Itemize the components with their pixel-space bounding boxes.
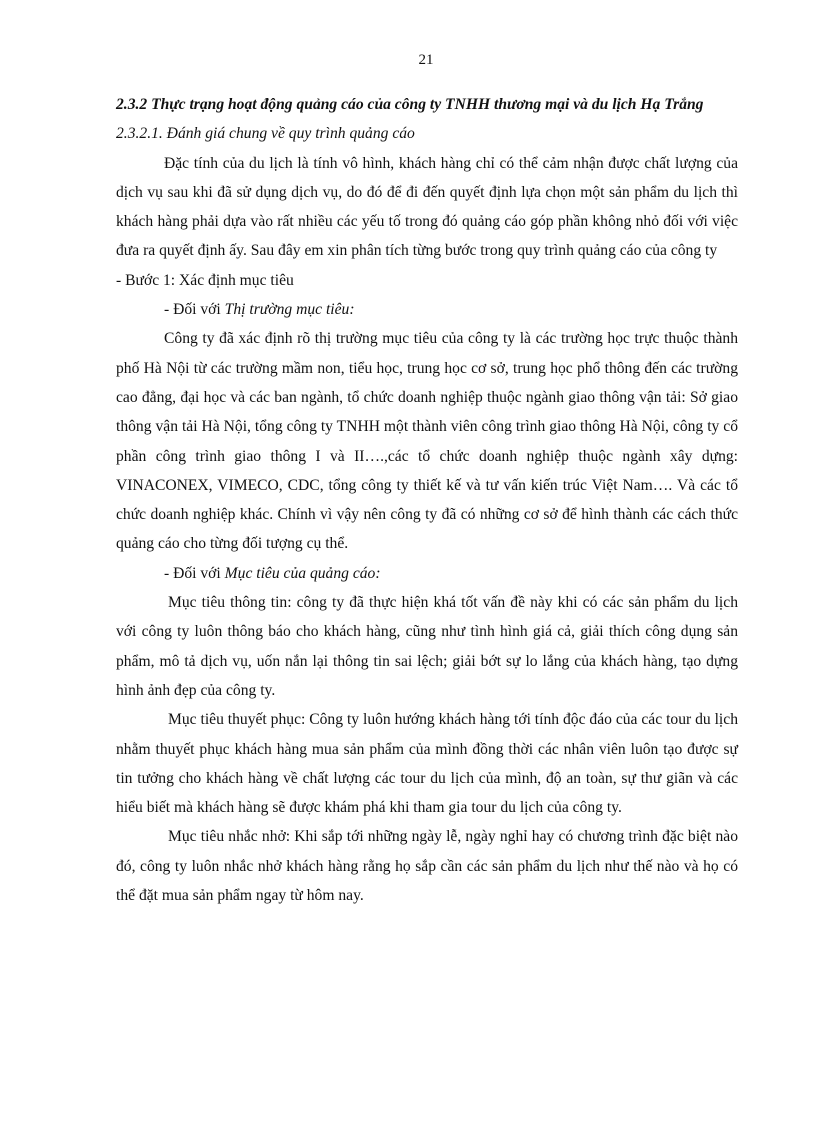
- remind-objective-paragraph: Mục tiêu nhắc nhở: Khi sắp tới những ngày lễ, ngày nghỉ hay có chương trình đặc biệt nào đó, công ty luôn nhắc nhở khách hàng rằng họ sắp cần các sản phẩm du lịch như thế nào và họ có thể đặt mua sản phẩm ngay từ hôm nay.: [116, 828, 738, 905]
- step-1-label: - Bước 1: Xác định mục tiêu: [116, 271, 294, 289]
- section-heading: 2.3.2 Thực trạng hoạt động quảng cáo của công ty TNHH thương mại và du lịch Hạ Trắng: [116, 96, 704, 113]
- ad-objective-prefix: - Đối với: [164, 564, 225, 582]
- page-content: [116, 90, 738, 910]
- intro-paragraph: Đặc tính của du lịch là tính vô hình, khách hàng chỉ có thể cảm nhận được chất lượng của dịch vụ sau khi đã sử dụng dịch vụ, do đó để đi đến quyết định lựa chọn một sản phẩm du lịch thì khách hàng phải dựa vào rất nhiều các yếu tố trong đó quảng cáo góp phần không nhỏ đối với việc đưa ra quyết định ấy. Sau đây em xin phân tích từng bước trong quy trình quảng cáo của công ty: [116, 154, 738, 260]
- subsection-heading: 2.3.2.1. Đánh giá chung về quy trình quảng cáo: [116, 125, 415, 143]
- persuade-objective-paragraph: Mục tiêu thuyết phục: Công ty luôn hướng khách hàng tới tính độc đáo của các tour du lịch nhằm thuyết phục khách hàng mua sản phẩm của mình đồng thời các nhân viên luôn tạo được sự tin tưởng cho khách hàng về chất lượng các tour du lịch của mình, độ an toàn, sự thư giãn và các hiểu biết mà khách hàng sẽ được khám phá khi tham gia tour du lịch của công ty.: [116, 711, 738, 817]
- target-market-prefix: - Đối với: [164, 301, 225, 319]
- target-market-paragraph: Công ty đã xác định rõ thị trường mục tiêu của công ty là các trường học trực thuộc thành phố Hà Nội từ các trường mầm non, tiểu học, trung học cơ sở, trung học phổ thông đến các trường cao đẳng, đại học và các ban ngành, tổ chức doanh nghiệp thuộc ngành giao thông vận tải: Sở giao thông vận tải Hà Nội, tổng công ty TNHH một thành viên công trình giao thông Hà Nội, công ty cổ phần công trình giao thông I và II….,các tổ chức doanh nghiệp thuộc ngành xây dựng: VINACONEX, VIMECO, CDC, tổng công ty thiết kế và tư vấn kiến trúc Việt Nam…. Và các tổ chức doanh nghiệp khác. Chính vì vậy nên công ty đã có những cơ sở để hình thành các cách thức quảng cáo cho từng đối tượng cụ thể.: [116, 330, 738, 553]
- ad-objective-line: [116, 559, 738, 588]
- target-market-line: [116, 295, 738, 324]
- page-number: 21: [418, 52, 434, 68]
- ad-objective-label: Mục tiêu của quảng cáo:: [224, 564, 381, 582]
- info-objective-paragraph: Mục tiêu thông tin: công ty đã thực hiện khá tốt vấn đề này khi có các sản phẩm du lịch với công ty luôn thông báo cho khách hàng, cũng như tình hình giá cả, giải thích công dụng sản phẩm, mô tả dịch vụ, uốn nắn lại thông tin sai lệch; giải bớt sự lo lắng của khách hàng, tạo dựng hình ảnh đẹp của công ty.: [116, 594, 738, 699]
- target-market-label: Thị trường mục tiêu:: [224, 301, 355, 319]
